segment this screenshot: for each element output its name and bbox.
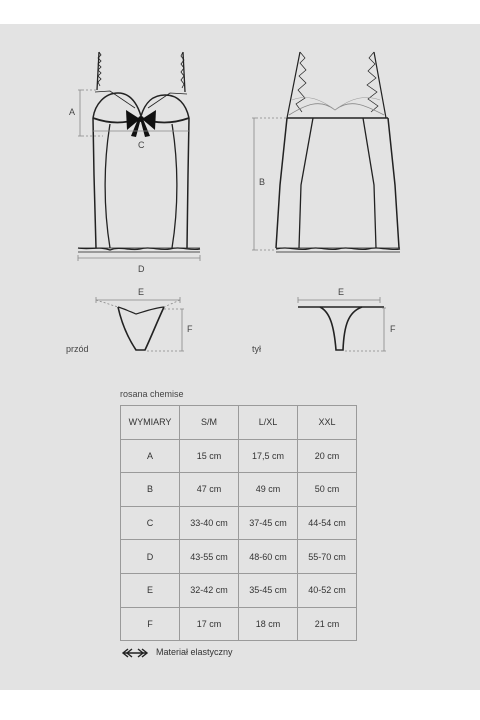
back-chemise-drawing	[276, 52, 400, 252]
table-cell: 15 cm	[180, 439, 239, 473]
table-cell: B	[121, 473, 180, 507]
table-cell: 21 cm	[298, 607, 357, 641]
elastic-arrows-icon	[123, 649, 147, 657]
back-measure-lines	[252, 118, 287, 250]
label-f-back: F	[390, 324, 396, 334]
table-cell: 20 cm	[298, 439, 357, 473]
label-back: tył	[252, 344, 261, 354]
front-chemise-drawing	[78, 52, 200, 252]
label-e-front: E	[138, 287, 145, 297]
table-cell: 43-55 cm	[180, 540, 239, 574]
back-thong-measure-lines	[298, 297, 386, 351]
size-table	[120, 405, 357, 641]
table-cell: C	[121, 506, 180, 540]
table-cell: 33-40 cm	[180, 506, 239, 540]
table-cell: 17,5 cm	[239, 439, 298, 473]
table-row	[121, 439, 357, 473]
table-cell: A	[121, 439, 180, 473]
table-header-cell: L/XL	[239, 406, 298, 440]
table-header-row	[121, 406, 357, 440]
table-cell: 50 cm	[298, 473, 357, 507]
label-c: C	[138, 140, 145, 150]
table-cell: 44-54 cm	[298, 506, 357, 540]
table-cell: 32-42 cm	[180, 573, 239, 607]
table-row	[121, 607, 357, 641]
table-cell: 17 cm	[180, 607, 239, 641]
front-thong-measure-lines	[96, 297, 184, 351]
label-d: D	[138, 264, 145, 274]
table-cell: 55-70 cm	[298, 540, 357, 574]
table-cell: F	[121, 607, 180, 641]
table-cell: 40-52 cm	[298, 573, 357, 607]
table-cell: 48-60 cm	[239, 540, 298, 574]
label-f-front: F	[187, 324, 193, 334]
label-e-back: E	[338, 287, 345, 297]
table-cell: D	[121, 540, 180, 574]
back-thong-drawing	[298, 307, 384, 350]
label-a: A	[69, 107, 76, 117]
legend-text: Materiał elastyczny	[156, 647, 233, 657]
label-b: B	[259, 177, 266, 187]
table-header-cell: WYMIARY	[121, 406, 180, 440]
table-cell: 49 cm	[239, 473, 298, 507]
table-header-cell: S/M	[180, 406, 239, 440]
table-header-cell: XXL	[298, 406, 357, 440]
table-row	[121, 573, 357, 607]
table-row	[121, 540, 357, 574]
table-cell: 18 cm	[239, 607, 298, 641]
table-cell: E	[121, 573, 180, 607]
label-front: przód	[66, 344, 89, 354]
front-thong-drawing	[118, 307, 164, 350]
legend	[156, 647, 233, 657]
table-row	[121, 473, 357, 507]
table-row	[121, 506, 357, 540]
table-cell: 37-45 cm	[239, 506, 298, 540]
table-title: rosana chemise	[120, 389, 184, 399]
table-cell: 35-45 cm	[239, 573, 298, 607]
table-cell: 47 cm	[180, 473, 239, 507]
